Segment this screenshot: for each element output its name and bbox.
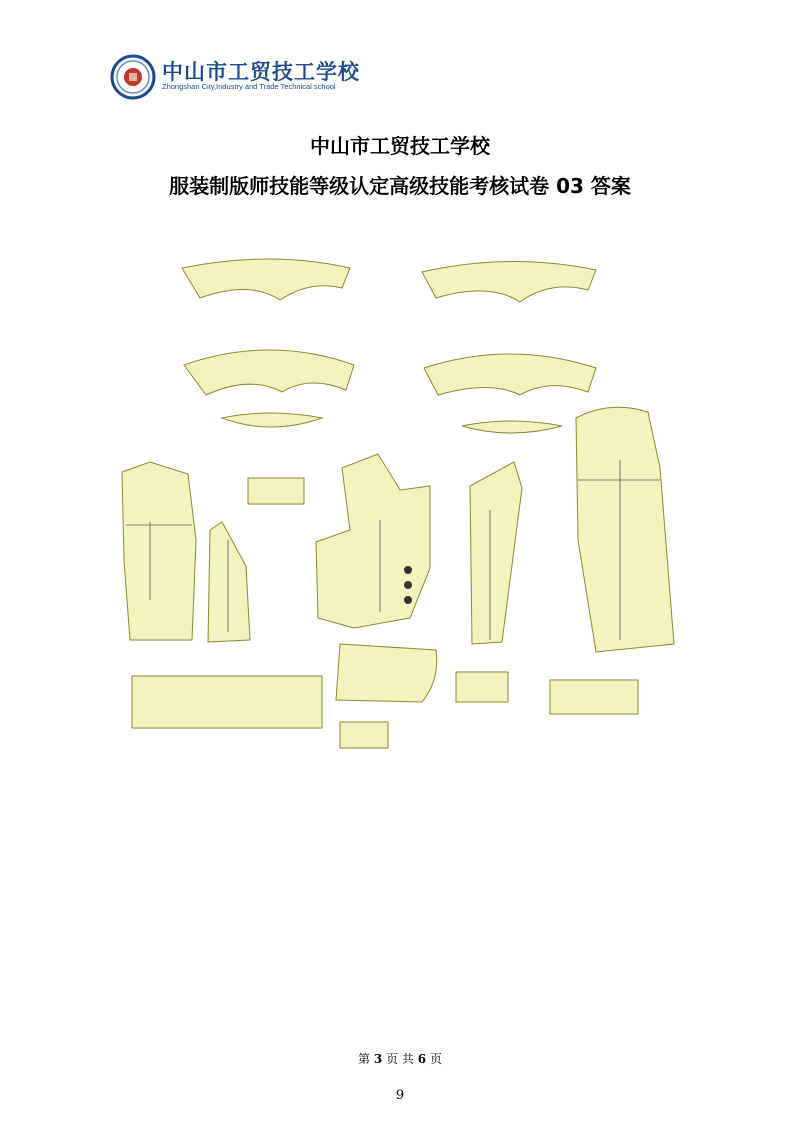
collar-stand-2 xyxy=(462,421,562,433)
footer-text: 共 xyxy=(401,1052,414,1066)
collar-piece-1 xyxy=(182,259,350,300)
collar-stand-1 xyxy=(222,413,322,427)
garment-pattern-diagram xyxy=(110,240,690,770)
school-logo-icon xyxy=(110,54,156,100)
school-header xyxy=(110,52,370,102)
waistband-piece xyxy=(132,676,322,728)
pocket-flap-1 xyxy=(248,478,304,504)
back-body-piece xyxy=(122,462,196,640)
current-page: 3 xyxy=(373,1052,383,1066)
document-title: 中山市工贸技工学校 xyxy=(310,134,490,158)
collar-piece-2 xyxy=(422,261,596,302)
footer-text: 第 xyxy=(358,1052,371,1066)
document-subtitle: 服装制版师技能等级认定高级技能考核试卷 03 答案 xyxy=(169,174,631,198)
page-footer xyxy=(0,1050,800,1067)
school-name-en: Zhongshan City,Industry and Trade Technical school xyxy=(162,82,336,91)
front-body-piece xyxy=(316,454,430,628)
page-number: 9 xyxy=(395,1088,405,1103)
pocket-flap-2 xyxy=(456,672,508,702)
footer-text: 页 xyxy=(429,1052,442,1066)
collar-piece-3 xyxy=(184,350,354,395)
sleeve-piece xyxy=(576,407,674,652)
pocket-piece xyxy=(336,644,437,702)
footer-text: 页 xyxy=(386,1052,399,1066)
welt-piece xyxy=(550,680,638,714)
side-panel-piece xyxy=(208,522,250,642)
collar-piece-4 xyxy=(424,354,596,395)
school-name-cn: 中山市工贸技工学校 xyxy=(162,59,360,84)
front-facing-piece xyxy=(470,462,522,644)
small-tab-piece xyxy=(340,722,388,748)
total-pages: 6 xyxy=(417,1052,427,1066)
